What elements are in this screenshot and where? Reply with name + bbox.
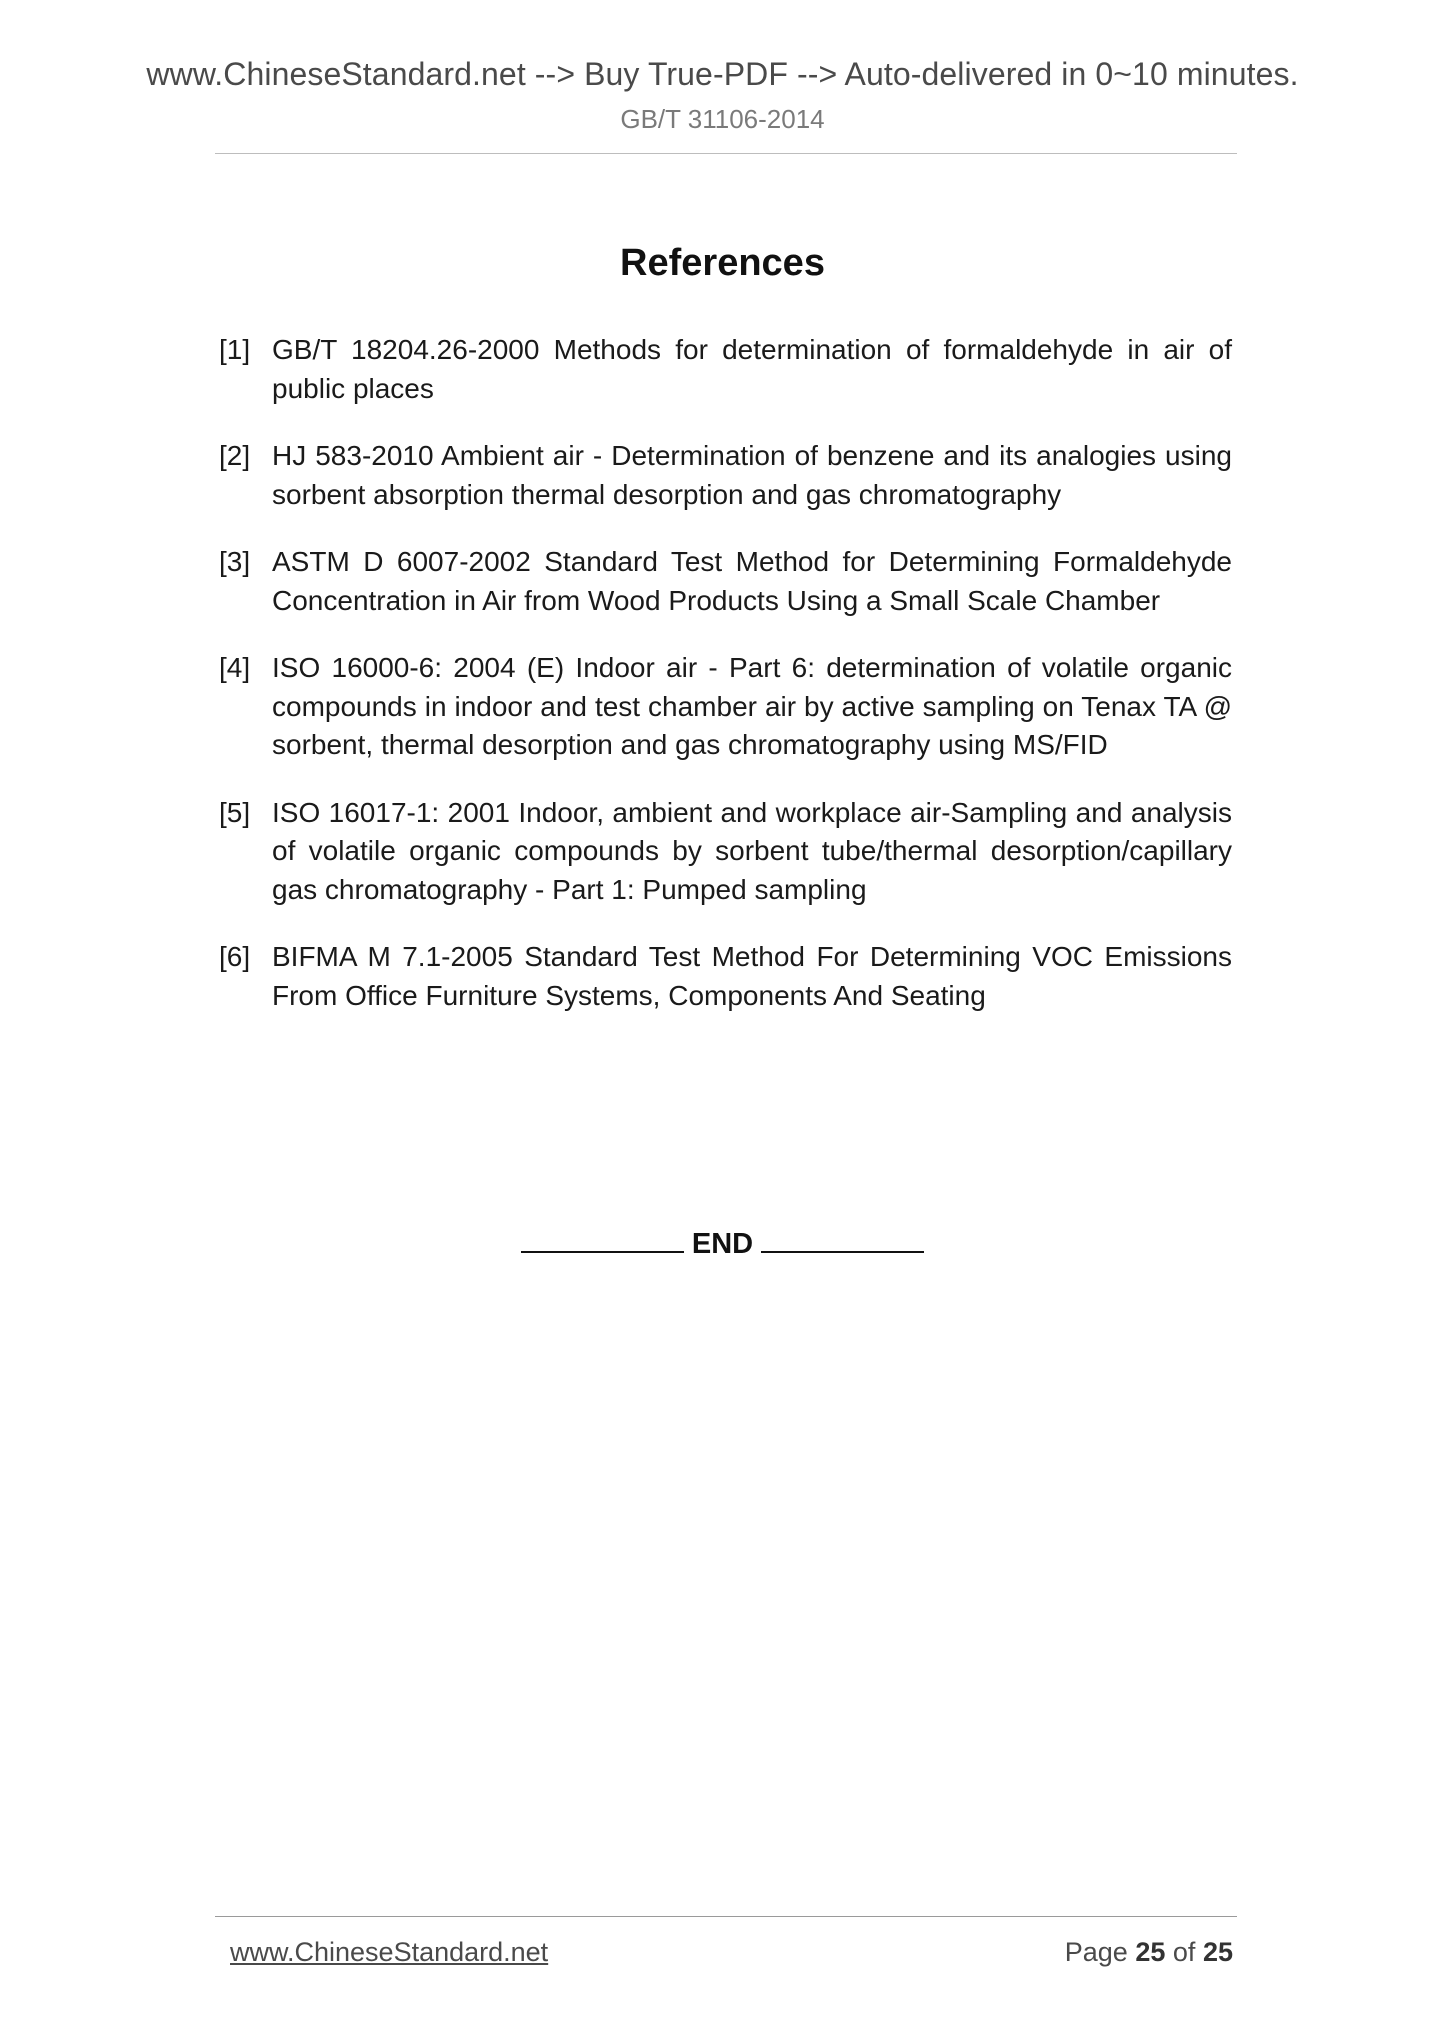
reference-item <box>219 543 1232 620</box>
header-divider <box>215 153 1237 154</box>
reference-number: [6] <box>219 941 251 972</box>
reference-text: BIFMA M 7.1-2005 Standard Test Method For Determining VOC Emissions From Office Furniture Systems, Components And Seating <box>272 941 1232 1011</box>
reference-text: GB/T 18204.26-2000 Methods for determination of formaldehyde in air of public places <box>272 334 1232 404</box>
reference-item <box>219 331 1232 408</box>
page-current: 25 <box>1135 1937 1166 1967</box>
end-label: END <box>691 1228 754 1260</box>
end-rule-right <box>761 1227 924 1253</box>
end-marker <box>0 1227 1445 1261</box>
reference-text: ASTM D 6007-2002 Standard Test Method for Determining Formaldehyde Concentration in Air from Wood Products Using a Small Scale Chamber <box>272 546 1232 616</box>
page-number <box>1065 1937 1233 1968</box>
reference-text: ISO 16000-6: 2004 (E) Indoor air - Part 6: determination of volatile organic compounds in indoor and test chamber air by active sampling on Tenax TA @ sorbent, thermal desorption and gas chromatography using MS/FID <box>272 652 1232 760</box>
reference-item <box>219 938 1232 1015</box>
reference-number: [4] <box>219 652 251 683</box>
reference-number: [1] <box>219 334 251 365</box>
reference-item <box>219 794 1232 910</box>
reference-item <box>219 649 1232 765</box>
page-of: of <box>1172 1937 1196 1967</box>
reference-text: HJ 583-2010 Ambient air - Determination of benzene and its analogies using sorbent absorption thermal desorption and gas chromatography <box>272 440 1232 510</box>
footer-website-link[interactable]: www.ChineseStandard.net <box>230 1937 549 1967</box>
reference-text: ISO 16017-1: 2001 Indoor, ambient and workplace air-Sampling and analysis of volatile organic compounds by sorbent tube/thermal desorption/capillary gas chromatography - Part 1: Pumped sampling <box>272 796 1232 905</box>
reference-number: [5] <box>219 796 251 828</box>
footer-divider <box>215 1916 1237 1917</box>
page-title: References <box>620 242 825 284</box>
reference-item <box>219 437 1232 514</box>
reference-list <box>219 331 1232 1044</box>
standard-code: GB/T 31106-2014 <box>620 104 825 134</box>
page-prefix: Page <box>1064 1937 1128 1967</box>
reference-number: [2] <box>219 440 251 471</box>
page-total: 25 <box>1202 1937 1233 1967</box>
end-rule-left <box>521 1227 684 1253</box>
header-banner: www.ChineseStandard.net --> Buy True-PDF --> Auto-delivered in 0~10 minutes. <box>146 56 1299 92</box>
reference-number: [3] <box>219 546 251 577</box>
